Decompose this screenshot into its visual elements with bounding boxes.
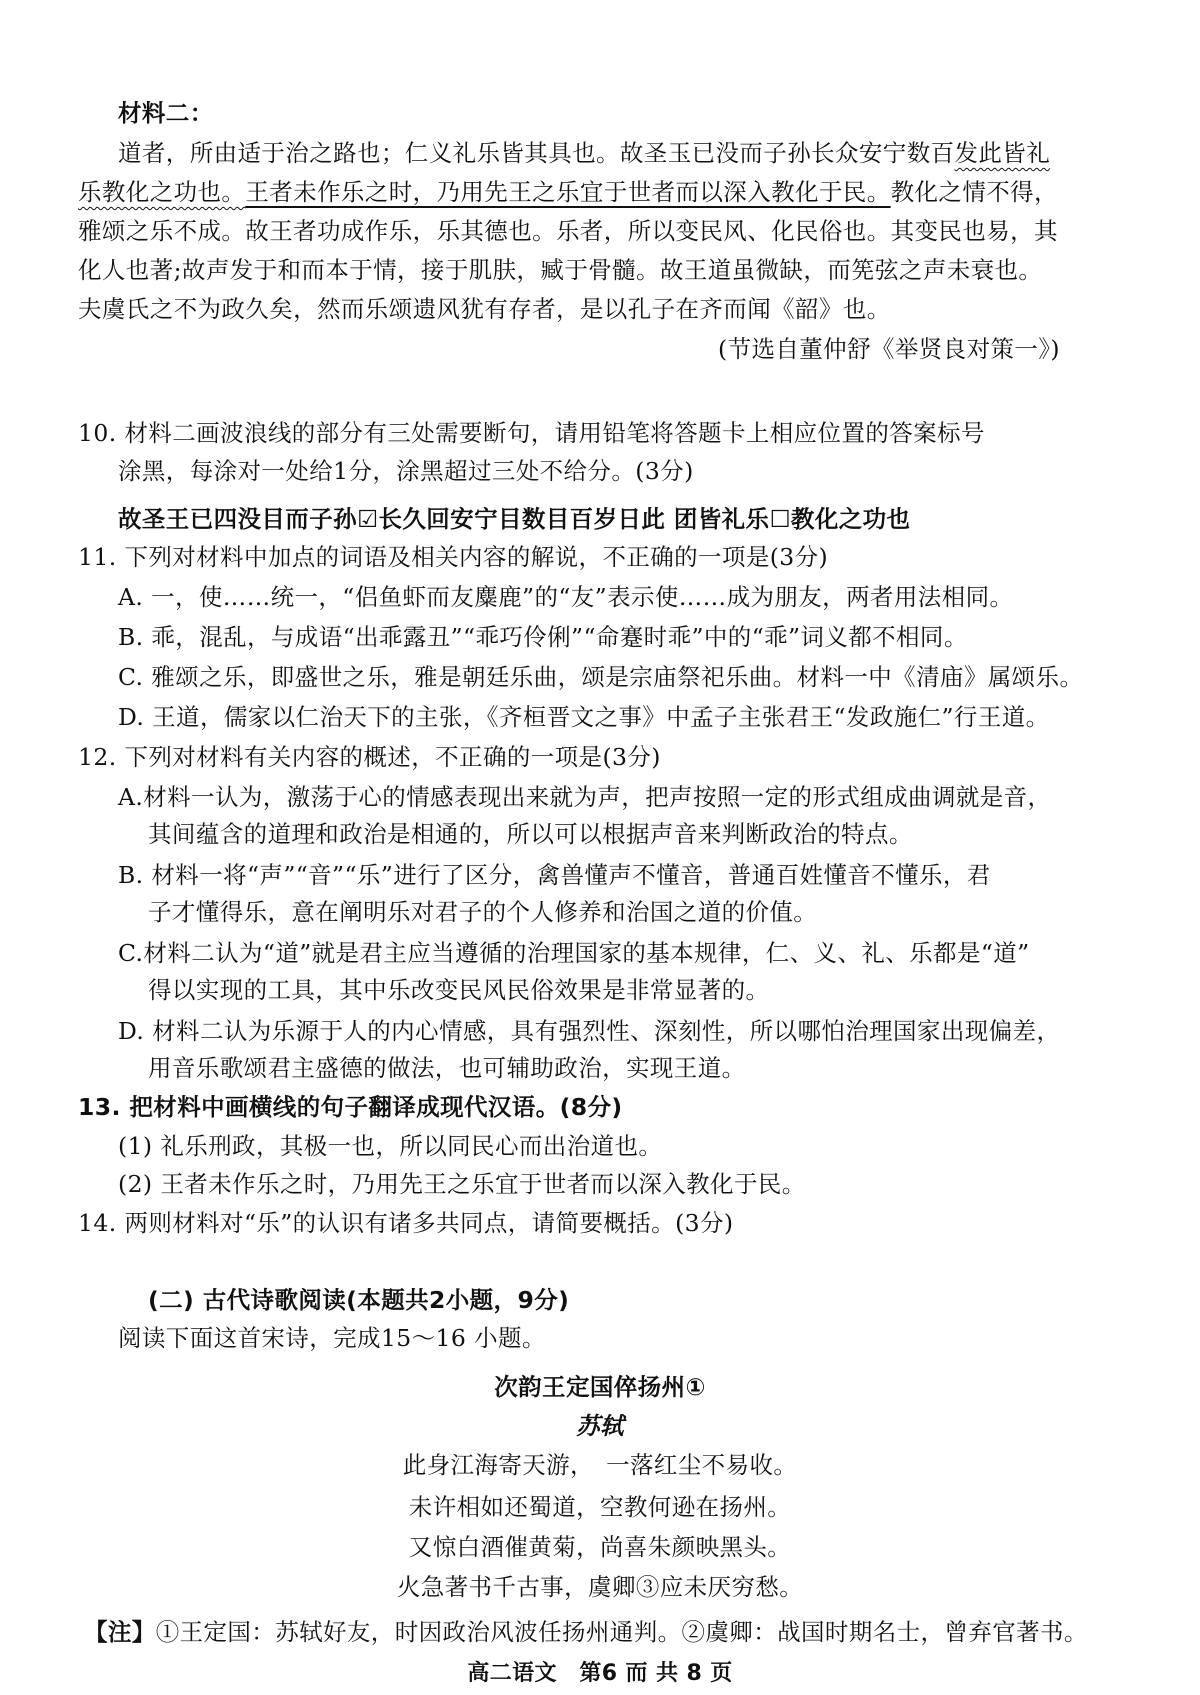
poem-line-2: 未许相如还蜀道，空教何逊在扬州。 bbox=[408, 1493, 792, 1521]
q12-option-b-1: B. 材料一将“声”“音”“乐”进行了区分，禽兽懂声不懂音，普通百姓懂音不懂乐，君 bbox=[118, 861, 991, 889]
poem-note bbox=[84, 1617, 1088, 1647]
material2-source: (节选自董仲舒《举贤良对策一》) bbox=[718, 335, 1060, 363]
material2-line-2-underline: 王者未作乐之时，乃用先王之乐宜于世者而以深入教化于民。 bbox=[245, 178, 891, 206]
material2-line-2-rest: 教化之情不得， bbox=[890, 178, 1058, 206]
q10-stem-2: 涂黑，每涂对一处给1分，涂黑超过三处不给分。(3分) bbox=[118, 457, 694, 485]
poem-line-4: 火急著书千古事，虞卿③应未厌穷愁。 bbox=[396, 1573, 804, 1601]
material2-line-4: 化人也著;故声发于和而本于情，接于肌肤，臧于骨髓。故王道虽微缺，而筅弦之声未衰也。 bbox=[78, 256, 1043, 284]
material2-line-3: 雅颂之乐不成。故王者功成作乐，乐其德也。乐者，所以变民风、化民俗也。其变民也易，其 bbox=[78, 217, 1058, 245]
note-text: ①王定国：苏轼好友，时因政治风波任扬州通判。②虞卿：战国时期名士，曾弃官著书。 bbox=[155, 1618, 1088, 1646]
q11-option-d: D. 王道，儒家以仁治天下的主张，《齐桓晋文之事》中孟子主张君王“发政施仁”行王道。 bbox=[118, 703, 1050, 731]
q12-option-c-1: C.材料二认为“道”就是君主应当遵循的治理国家的基本规律，仁、义、礼、乐都是“道” bbox=[118, 939, 1030, 967]
poem-line-3: 又惊白酒催黄菊，尚喜朱颜映黑头。 bbox=[408, 1533, 792, 1561]
q12-stem: 12. 下列对材料有关内容的概述，不正确的一项是(3分) bbox=[78, 743, 661, 771]
poem-author: 苏轼 bbox=[576, 1412, 624, 1440]
q12-option-b-2: 子才懂得乐，意在阐明乐对君子的个人修养和治国之道的价值。 bbox=[148, 898, 818, 926]
q11-option-a: A. 一，使……统一，“侣鱼虾而友麋鹿”的“友”表示使……成为朋友，两者用法相同。 bbox=[118, 583, 1014, 611]
q13-stem: 13. 把材料中画横线的句子翻译成现代汉语。(8分) bbox=[78, 1093, 623, 1121]
q11-option-c: C. 雅颂之乐，即盛世之乐，雅是朝廷乐曲，颂是宗庙祭祀乐曲。材料一中《清庙》属颂乐。 bbox=[118, 663, 1084, 691]
q11-stem: 11. 下列对材料中加点的词语及相关内容的解说，不正确的一项是(3分) bbox=[78, 543, 829, 571]
section2-intro: 阅读下面这首宋诗，完成15～16 小题。 bbox=[118, 1324, 546, 1352]
q12-option-d-1: D. 材料二认为乐源于人的内心情感，具有强烈性、深刻性，所以哪怕治理国家出现偏差， bbox=[118, 1017, 1061, 1045]
material2-heading: 材料二： bbox=[118, 99, 214, 127]
poem-line-1: 此身江海寄天游， 一落红尘不易收。 bbox=[402, 1451, 798, 1479]
page-footer: 高二语文 第6 而 共 8 页 bbox=[467, 1661, 733, 1686]
q12-option-a-2: 其间蕴含的道理和政治是相通的，所以可以根据声音来判断政治的特点。 bbox=[148, 820, 913, 848]
material2-line-2-wavy: 乐教化之功也。 bbox=[78, 178, 246, 206]
material2-line-2 bbox=[78, 177, 1058, 207]
material2-line-5: 夫虞氏之不为政久矣，然而乐颂遗风犹有存者，是以孔子在齐而闻《韶》也。 bbox=[78, 295, 891, 323]
q12-option-d-2: 用音乐歌颂君主盛德的做法，也可辅助政治，实现王道。 bbox=[148, 1054, 746, 1082]
q13-sentence-1: (1) 礼乐刑政，其极一也，所以同民心而出治道也。 bbox=[118, 1132, 663, 1160]
q14-stem: 14. 两则材料对“乐”的认识有诸多共同点，请简要概括。(3分) bbox=[78, 1209, 734, 1237]
material2-line-1 bbox=[118, 138, 1050, 168]
q13-sentence-2: (2) 王者未作乐之时，乃用先王之乐宜于世者而以深入教化于民。 bbox=[118, 1170, 806, 1198]
material2-line-1-wavy: 发此皆礼 bbox=[954, 139, 1051, 167]
q12-option-a-1: A.材料一认为，激荡于心的情感表现出来就为声，把声按照一定的形式组成曲调就是音， bbox=[118, 783, 1052, 811]
poem-title: 次韵王定国倅扬州① bbox=[494, 1373, 706, 1401]
q10-answer-options: 故圣王已四没目而子孙☑长久回安宁目数目百岁日此 团皆礼乐☐教化之功也 bbox=[118, 505, 911, 533]
q10-stem-1: 10. 材料二画波浪线的部分有三处需要断句，请用铅笔将答题卡上相应位置的答案标号 bbox=[78, 419, 985, 447]
q12-option-c-2: 得以实现的工具，其中乐改变民风民俗效果是非常显著的。 bbox=[148, 976, 770, 1004]
section2-heading: (二) 古代诗歌阅读(本题共2小题，9分) bbox=[148, 1286, 570, 1314]
note-label: 【注】 bbox=[84, 1618, 156, 1646]
material2-line-1-text: 道者，所由适于治之路也；仁义礼乐皆其具也。故圣玉已没而子孙长众安宁数百 bbox=[118, 139, 955, 167]
q11-option-b: B. 乖，混乱，与成语“出乖露丑”“乖巧伶俐”“命蹇时乖”中的“乖”词义都不相同。 bbox=[118, 623, 968, 651]
